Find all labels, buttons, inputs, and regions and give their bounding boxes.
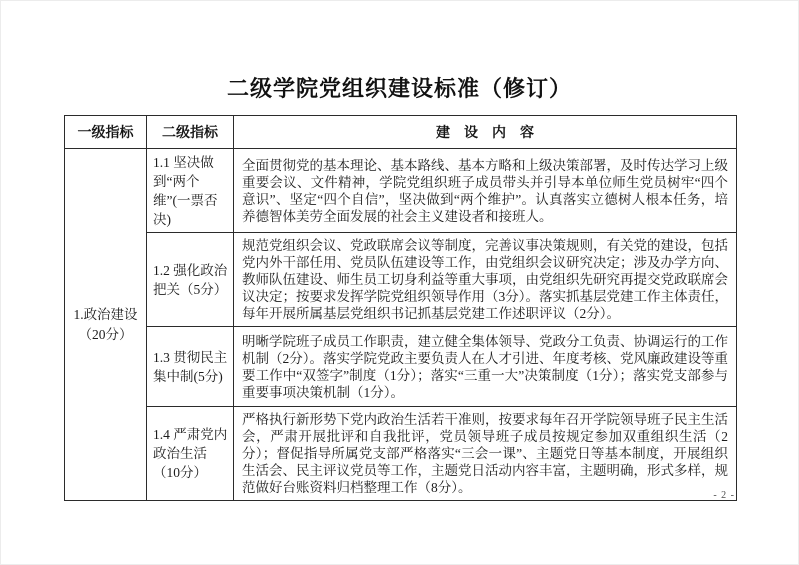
table-row: [65, 327, 737, 407]
page-number: - 2 -: [713, 490, 735, 501]
indicator-1-4-cell: 1.4 严肃党内政治生活（10分）: [147, 407, 234, 501]
table-row: [65, 407, 737, 501]
standards-table: [64, 115, 737, 501]
indicator-1-1-cell: 1.1 坚决做到“两个维”(一票否决): [147, 149, 234, 233]
indicator-1-2-cell: 1.2 强化政治把关（5分）: [147, 233, 234, 327]
table-header-row: [65, 116, 737, 149]
header-second-level-indicator: 二级指标: [147, 116, 234, 149]
content-1-3-cell: 明晰学院班子成员工作职责，建立健全集体领导、党政分工负责、协调运行的工作机制（2分）。落实学院党政主要负责人在人才引进、年度考核、党风廉政建设等重要工作中“双签字”制度（1分）；落实“三重一大”决策制度（1分）；落实党支部参与重要事项决策机制（1分）。: [234, 327, 737, 407]
table-row: [65, 149, 737, 233]
table-row: [65, 233, 737, 327]
header-construction-content: 建 设 内 容: [234, 116, 737, 149]
content-1-1-cell: 全面贯彻党的基本理论、基本路线、基本方略和上级决策部署，及时传达学习上级重要会议、文件精神，学院党组织班子成员带头并引导本单位师生党员树牢“四个意识”、坚定“四个自信”，坚决做到“两个维护”。认真落实立德树人根本任务，培养德智体美劳全面发展的社会主义建设者和接班人。: [234, 149, 737, 233]
content-1-2-cell: 规范党组织会议、党政联席会议等制度，完善议事决策规则，有关党的建设，包括党内外干部任用、党员队伍建设等工作，由党组织会议研究决定；涉及办学方向、教师队伍建设、师生员工切身利益等重大事项，由党组织先研究再提交党政联席会议决定；按要求发挥学院党组织领导作用（3分）。落实抓基层党建工作主体责任，每年开展所属基层党组织书记抓基层党建工作述职评议（2分）。: [234, 233, 737, 327]
first-level-indicator-cell: 1.政治建设（20分）: [65, 149, 147, 501]
indicator-1-3-cell: 1.3 贯彻民主集中制(5分): [147, 327, 234, 407]
content-1-4-cell: 严格执行新形势下党内政治生活若干准则，按要求每年召开学院领导班子民主生活会，严肃开展批评和自我批评，党员领导班子成员按规定参加双重组织生活（2分）；督促指导所属党支部严格落实“三会一课”、主题党日等基本制度，开展组织生活会、民主评议党员等工作，主题党日活动内容丰富，主题明确，形式多样，规范做好台账资料归档整理工作（8分）。: [234, 407, 737, 501]
header-first-level-indicator: 一级指标: [65, 116, 147, 149]
document-title: 二级学院党组织建设标准（修订）: [226, 76, 572, 101]
